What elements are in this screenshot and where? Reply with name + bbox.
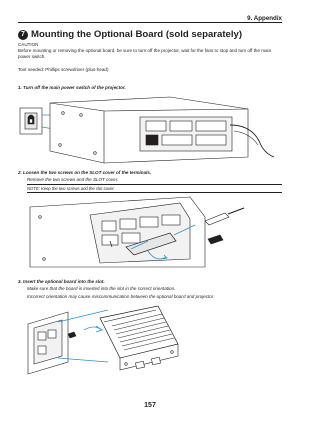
step-3-text: Make sure that the board is inserted into the slot in the correct orientation. [27, 286, 176, 291]
chapter-label: 9. Appendix [247, 15, 282, 22]
section-number-badge: 7 [18, 30, 28, 40]
note-rule-bottom [27, 192, 282, 193]
page-number: 157 [144, 402, 156, 409]
tool-needed: Tool needed: Phillips screwdriver (plus-head) [18, 67, 109, 72]
step-2-note: NOTE: Keep the two screws and the slot cover. [27, 186, 115, 191]
section-title: Mounting the Optional Board (sold separately) [31, 29, 243, 40]
optional-board-illustration [28, 304, 268, 384]
caution-text: Before mounting or removing the optional board, be sure to turn off the projector, wait for the fans to stop and turn off the main power switch. [18, 48, 272, 60]
step-3-title: 3. Insert the optional board into the slot. [18, 279, 105, 284]
section-heading [18, 29, 242, 40]
step-3-text-2: Incorrect orientation may cause miscommunication between the optional board and projector. [27, 294, 215, 299]
power-switch-illustration [20, 95, 280, 165]
step-2-text: Remove the two screws and the SLOT cover. [27, 177, 119, 182]
note-rule-top [27, 184, 282, 185]
step-2-title: 2. Loosen the two screws on the SLOT cover of the terminals. [18, 170, 152, 175]
header-rule [18, 22, 282, 23]
step-1-title: 1. Turn off the main power switch of the projector. [18, 85, 126, 90]
slot-cover-illustration [30, 197, 270, 269]
caution-label: CAUTION [18, 42, 39, 47]
